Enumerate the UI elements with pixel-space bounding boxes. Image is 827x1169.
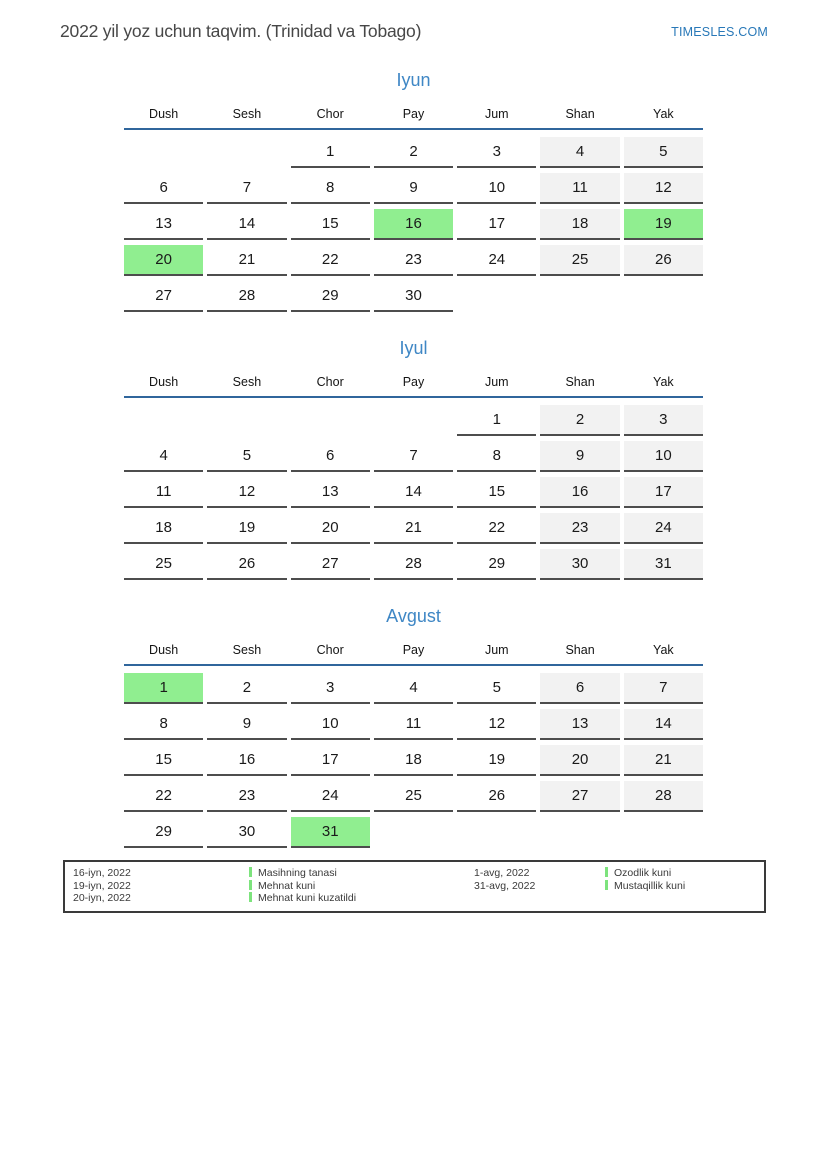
empty-cell <box>291 405 370 436</box>
legend-date-column <box>474 867 605 905</box>
day-cell: 29 <box>291 281 370 312</box>
day-cell-holiday: 1 <box>124 673 203 704</box>
day-cell: 1 <box>291 137 370 168</box>
day-cell: 6 <box>124 173 203 204</box>
day-cell: 2 <box>540 405 619 436</box>
page-title: 2022 yil yoz uchun taqvim. (Trinidad va Tobago) <box>60 21 422 41</box>
day-cell-holiday: 19 <box>624 209 703 240</box>
weekday-label: Shan <box>565 107 595 121</box>
day-cell: 19 <box>207 513 286 544</box>
day-cell: 24 <box>457 245 536 276</box>
holiday-marker-icon <box>249 880 252 890</box>
day-cell: 26 <box>457 781 536 812</box>
legend-date: 20-iyn, 2022 <box>73 892 131 904</box>
month-calendar-august <box>124 604 703 848</box>
empty-cell <box>374 817 453 848</box>
weekday-label: Jum <box>484 643 509 657</box>
day-cell: 24 <box>624 513 703 544</box>
day-cell: 12 <box>207 477 286 508</box>
day-cell-holiday: 20 <box>124 245 203 276</box>
day-grid <box>124 137 703 312</box>
day-cell: 9 <box>207 709 286 740</box>
day-cell: 6 <box>291 441 370 472</box>
day-cell: 19 <box>457 745 536 776</box>
day-cell: 1 <box>457 405 536 436</box>
weekday-label: Yak <box>653 643 674 657</box>
day-cell: 22 <box>124 781 203 812</box>
empty-cell <box>124 405 203 436</box>
day-cell-holiday: 16 <box>374 209 453 240</box>
day-cell: 7 <box>374 441 453 472</box>
empty-cell <box>207 137 286 168</box>
empty-cell <box>207 405 286 436</box>
day-cell: 6 <box>540 673 619 704</box>
day-cell: 23 <box>540 513 619 544</box>
legend-label-column <box>605 867 685 905</box>
day-cell: 2 <box>207 673 286 704</box>
day-cell: 26 <box>624 245 703 276</box>
legend-date: 19-iyn, 2022 <box>73 879 131 892</box>
holiday-marker-icon <box>249 867 252 877</box>
day-cell: 12 <box>457 709 536 740</box>
day-cell: 5 <box>624 137 703 168</box>
day-cell: 28 <box>374 549 453 580</box>
day-cell: 16 <box>207 745 286 776</box>
legend-label-text: Ozodlik kuni <box>614 867 672 879</box>
holiday-marker-icon <box>605 867 608 877</box>
day-grid <box>124 673 703 848</box>
day-cell: 25 <box>374 781 453 812</box>
day-cell: 4 <box>374 673 453 704</box>
day-cell: 20 <box>540 745 619 776</box>
day-cell: 4 <box>540 137 619 168</box>
empty-cell <box>457 281 536 312</box>
legend-label-text: Mustaqillik kuni <box>614 879 686 892</box>
day-cell: 10 <box>291 709 370 740</box>
legend-group <box>474 867 685 905</box>
day-cell: 11 <box>540 173 619 204</box>
day-cell: 16 <box>540 477 619 508</box>
legend-label-column <box>249 867 474 905</box>
day-cell: 25 <box>540 245 619 276</box>
weekday-label: Chor <box>316 107 344 121</box>
day-cell: 3 <box>624 405 703 436</box>
legend-label <box>249 892 474 905</box>
day-cell: 3 <box>457 137 536 168</box>
legend-date: 16-iyn, 2022 <box>73 867 131 879</box>
legend-label-text: Masihning tanasi <box>258 867 337 879</box>
weekday-label: Sesh <box>232 375 262 389</box>
empty-cell <box>540 281 619 312</box>
day-cell-holiday: 31 <box>291 817 370 848</box>
day-cell: 21 <box>624 745 703 776</box>
legend-date: 31-avg, 2022 <box>474 879 536 892</box>
day-cell: 9 <box>374 173 453 204</box>
legend-date: 1-avg, 2022 <box>474 867 530 879</box>
weekday-label: Pay <box>402 375 425 389</box>
day-cell: 23 <box>374 245 453 276</box>
day-cell: 5 <box>207 441 286 472</box>
weekday-label: Pay <box>402 107 425 121</box>
weekday-label: Dush <box>149 375 179 389</box>
day-cell: 29 <box>457 549 536 580</box>
header-rule <box>124 128 703 130</box>
month-title: Iyun <box>396 70 431 90</box>
day-cell: 22 <box>291 245 370 276</box>
day-cell: 17 <box>457 209 536 240</box>
weekday-label: Sesh <box>232 643 262 657</box>
day-cell: 27 <box>124 281 203 312</box>
day-cell: 12 <box>624 173 703 204</box>
month-calendar-july <box>124 336 703 580</box>
day-cell: 24 <box>291 781 370 812</box>
weekday-label: Chor <box>316 643 344 657</box>
legend-label <box>605 867 685 880</box>
site-link[interactable]: TIMESLES.COM <box>671 25 768 39</box>
day-cell: 15 <box>124 745 203 776</box>
holiday-marker-icon <box>605 880 608 890</box>
legend <box>63 860 766 913</box>
day-cell: 7 <box>624 673 703 704</box>
empty-cell <box>457 817 536 848</box>
day-cell: 15 <box>457 477 536 508</box>
weekday-label: Pay <box>402 643 425 657</box>
empty-cell <box>124 137 203 168</box>
day-cell: 28 <box>207 281 286 312</box>
month-title: Avgust <box>386 606 441 626</box>
holiday-marker-icon <box>249 892 252 902</box>
day-cell: 17 <box>291 745 370 776</box>
day-cell: 20 <box>291 513 370 544</box>
day-cell: 8 <box>457 441 536 472</box>
legend-label <box>249 880 474 893</box>
header-rule <box>124 396 703 398</box>
legend-label-text: Mehnat kuni <box>258 879 316 892</box>
weekday-label: Sesh <box>232 107 262 121</box>
day-cell: 21 <box>374 513 453 544</box>
day-cell: 27 <box>291 549 370 580</box>
month-title: Iyul <box>399 338 428 358</box>
day-cell: 13 <box>540 709 619 740</box>
day-cell: 9 <box>540 441 619 472</box>
day-cell: 2 <box>374 137 453 168</box>
day-cell: 23 <box>207 781 286 812</box>
day-cell: 7 <box>207 173 286 204</box>
day-cell: 5 <box>457 673 536 704</box>
day-cell: 25 <box>124 549 203 580</box>
day-cell: 28 <box>624 781 703 812</box>
page-header <box>0 0 827 42</box>
weekday-label: Shan <box>565 375 595 389</box>
weekday-label: Shan <box>565 643 595 657</box>
weekday-label: Yak <box>653 375 674 389</box>
day-cell: 11 <box>124 477 203 508</box>
day-cell: 14 <box>207 209 286 240</box>
day-cell: 3 <box>291 673 370 704</box>
empty-cell <box>624 817 703 848</box>
months-container <box>124 68 703 848</box>
empty-cell <box>374 405 453 436</box>
day-cell: 26 <box>207 549 286 580</box>
weekday-label: Dush <box>149 643 179 657</box>
legend-label <box>605 880 685 893</box>
day-cell: 13 <box>291 477 370 508</box>
day-cell: 21 <box>207 245 286 276</box>
weekday-header-row <box>124 374 703 390</box>
weekday-label: Jum <box>484 107 509 121</box>
day-grid <box>124 405 703 580</box>
day-cell: 18 <box>124 513 203 544</box>
header-rule <box>124 664 703 666</box>
day-cell: 18 <box>374 745 453 776</box>
weekday-label: Yak <box>653 107 674 121</box>
day-cell: 30 <box>374 281 453 312</box>
day-cell: 15 <box>291 209 370 240</box>
day-cell: 30 <box>207 817 286 848</box>
day-cell: 10 <box>624 441 703 472</box>
day-cell: 30 <box>540 549 619 580</box>
legend-date-column <box>73 867 249 905</box>
day-cell: 10 <box>457 173 536 204</box>
day-cell: 4 <box>124 441 203 472</box>
legend-label-text: Mehnat kuni kuzatildi <box>258 892 357 904</box>
day-cell: 22 <box>457 513 536 544</box>
month-calendar-june <box>124 68 703 312</box>
day-cell: 14 <box>374 477 453 508</box>
day-cell: 11 <box>374 709 453 740</box>
day-cell: 17 <box>624 477 703 508</box>
weekday-label: Jum <box>484 375 509 389</box>
day-cell: 29 <box>124 817 203 848</box>
day-cell: 31 <box>624 549 703 580</box>
weekday-label: Dush <box>149 107 179 121</box>
day-cell: 27 <box>540 781 619 812</box>
day-cell: 18 <box>540 209 619 240</box>
legend-label <box>249 867 474 880</box>
empty-cell <box>540 817 619 848</box>
weekday-label: Chor <box>316 375 344 389</box>
day-cell: 13 <box>124 209 203 240</box>
day-cell: 8 <box>291 173 370 204</box>
weekday-header-row <box>124 642 703 658</box>
day-cell: 14 <box>624 709 703 740</box>
legend-group <box>73 867 474 905</box>
empty-cell <box>624 281 703 312</box>
day-cell: 8 <box>124 709 203 740</box>
weekday-header-row <box>124 106 703 122</box>
